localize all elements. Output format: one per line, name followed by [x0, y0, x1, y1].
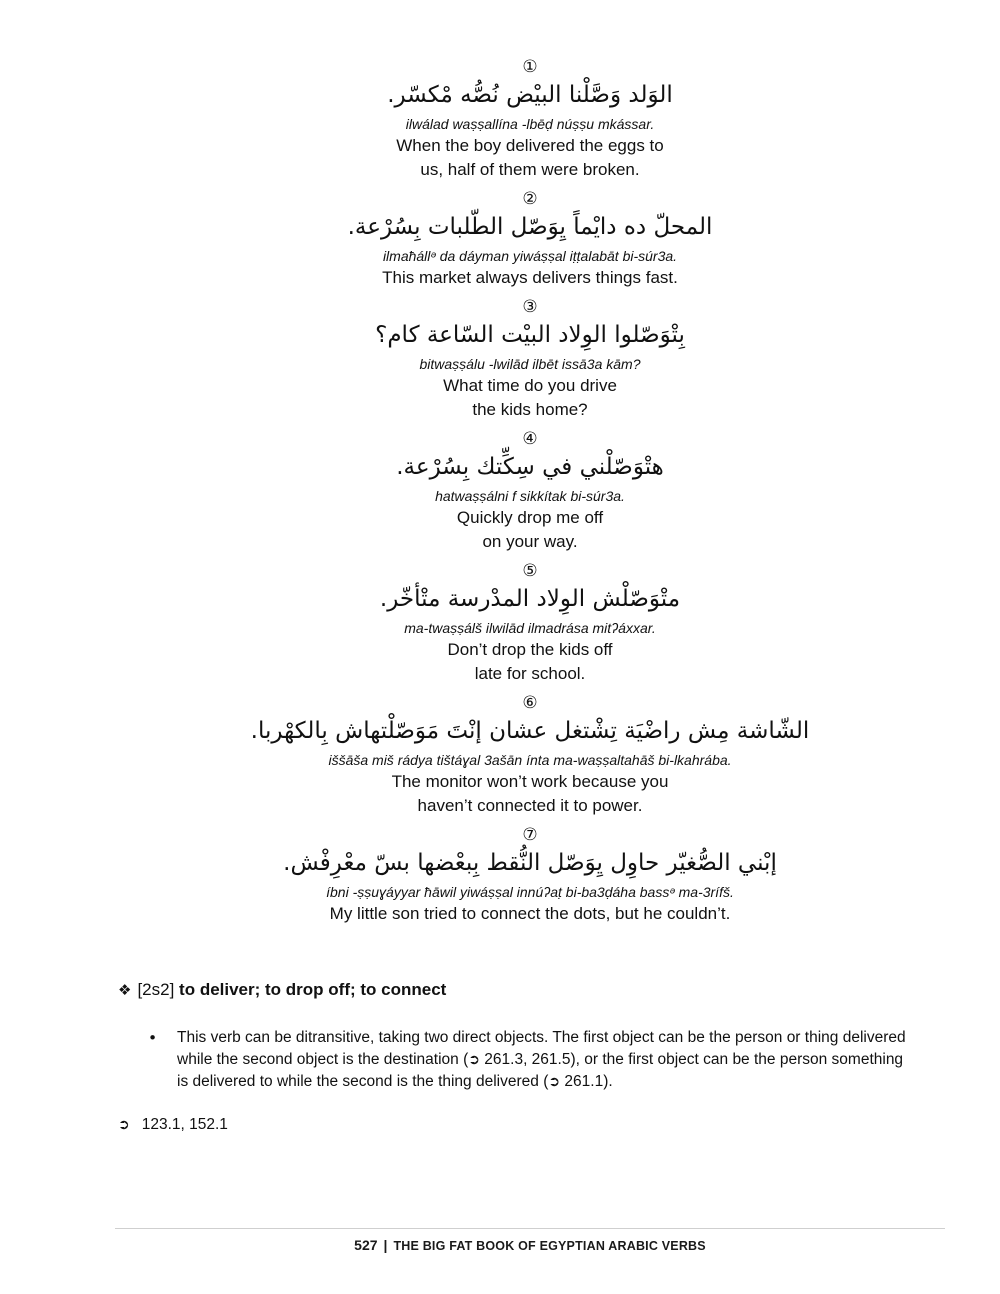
- note-text-part-1: This verb can be ditransitive, taking two direct objects. The first object can be the person or thing delivered while the second object is the destination (: [177, 1029, 906, 1068]
- example-6: [60, 692, 1000, 818]
- transliteration: hatwaṣṣálni f sikkítak bi-súr3a.: [435, 488, 625, 504]
- example-1: [60, 56, 1000, 182]
- cross-reference-arrow-icon: ➲: [468, 1052, 480, 1068]
- transliteration: iššāša miš rádya tištáɣal 3ašān ínta ma-waṣṣaltahāš bi-lkahrába.: [328, 752, 732, 768]
- see-also-list[interactable]: 123.1, 152.1: [141, 1116, 228, 1133]
- definition-heading: [118, 978, 446, 1002]
- arabic-sentence: إبْني الصُّغيّر حاوِل يِوَصّل النُّقط بِبعْضها بسّ معْرِفْش.: [283, 850, 777, 876]
- translation-line-1: My little son tried to connect the dots, but he couldn’t.: [329, 904, 731, 923]
- translation-line-2: haven’t connected it to power.: [417, 796, 643, 815]
- bullet-icon: •: [148, 1029, 158, 1047]
- example-2: [60, 188, 1000, 290]
- list-item: [148, 1027, 918, 1093]
- page-number: 527: [354, 1237, 378, 1253]
- transliteration: íbni -ṣṣuɣáyyar ħāwil yiwáṣṣal innúʔaṭ bi-ba3ḍáha bassᵊ ma-3rífš.: [326, 884, 734, 900]
- see-also-references: [118, 1114, 228, 1136]
- transliteration: ma-twaṣṣálš ilwilād ilmadrása mitʔáxxar.: [404, 620, 656, 636]
- cross-reference-arrow-icon: ➲: [118, 1117, 130, 1133]
- example-number: ②: [522, 189, 538, 209]
- example-5: [60, 560, 1000, 686]
- example-number: ⑤: [522, 561, 538, 581]
- usage-notes: [148, 1027, 918, 1093]
- examples-list: [60, 56, 1000, 926]
- diamond-icon: ❖: [118, 981, 132, 999]
- translation-line-1: Don’t drop the kids off: [447, 640, 613, 659]
- translation-line-2: the kids home?: [472, 400, 588, 419]
- translation-line-2: us, half of them were broken.: [420, 160, 640, 179]
- footer-divider: [115, 1228, 945, 1229]
- example-number: ⑦: [522, 825, 538, 845]
- transliteration: ilmaħállᵊ da dáyman yiwáṣṣal iṭṭalabāt bi-súr3a.: [382, 248, 678, 264]
- example-number: ③: [522, 297, 538, 317]
- translation-line-1: Quickly drop me off: [456, 508, 604, 527]
- note-references-1[interactable]: 261.3, 261.5: [484, 1051, 571, 1068]
- example-number: ⑥: [522, 693, 538, 713]
- arabic-sentence: المحلّ ده دايْماً يِوَصّل الطّلبات بِسُرْعة.: [347, 214, 713, 240]
- verb-meaning: to deliver; to drop off; to connect: [179, 980, 447, 999]
- arabic-sentence: هتْوَصّلْني في سِكِّتك بِسُرْعة.: [396, 454, 664, 480]
- example-3: [60, 296, 1000, 422]
- book-title: THE BIG FAT BOOK OF EGYPTIAN ARABIC VERBS: [393, 1239, 706, 1253]
- arabic-sentence: متْوَصّلْش الوِلاد المدْرسة متْأخّر.: [379, 586, 681, 612]
- translation-line-1: When the boy delivered the eggs to: [396, 136, 664, 155]
- example-7: [60, 824, 1000, 926]
- transliteration: ilwálad waṣṣallína -lbēḍ núṣṣu mkássar.: [405, 116, 655, 132]
- note-references-2[interactable]: 261.1: [564, 1073, 604, 1090]
- example-4: [60, 428, 1000, 554]
- verb-pattern-code: [2s2]: [137, 980, 175, 999]
- translation-line-2: on your way.: [482, 532, 578, 551]
- page-footer: [115, 1235, 945, 1256]
- translation-line-1: This market always delivers things fast.: [382, 268, 678, 287]
- transliteration: bitwaṣṣálu -lwilād ilbēt issā3a kām?: [419, 356, 641, 372]
- arabic-sentence: الشّاشة مِش راضْيَة تِشْتغل عشان إنْتَ مَوَصّلْتهاش بِالكهْربا.: [250, 718, 810, 744]
- arabic-sentence: بِتْوَصّلوا الوِلاد البيْت السّاعة كام؟: [375, 322, 685, 348]
- arabic-sentence: الوَلد وَصَّلْنا البيْض نُصُّه مْكسّر.: [387, 82, 673, 108]
- footer-separator: |: [383, 1237, 388, 1253]
- translation-line-1: What time do you drive: [443, 376, 617, 395]
- example-number: ④: [522, 429, 538, 449]
- cross-reference-arrow-icon: ➲: [548, 1074, 561, 1090]
- translation-line-2: late for school.: [474, 664, 586, 683]
- note-text-part-3: ).: [603, 1073, 613, 1090]
- note-text-part-2: ), or the first object can be the person something is delivered to while the second is the thing delivered (: [177, 1051, 904, 1090]
- example-number: ①: [522, 57, 538, 77]
- translation-line-1: The monitor won’t work because you: [391, 772, 669, 791]
